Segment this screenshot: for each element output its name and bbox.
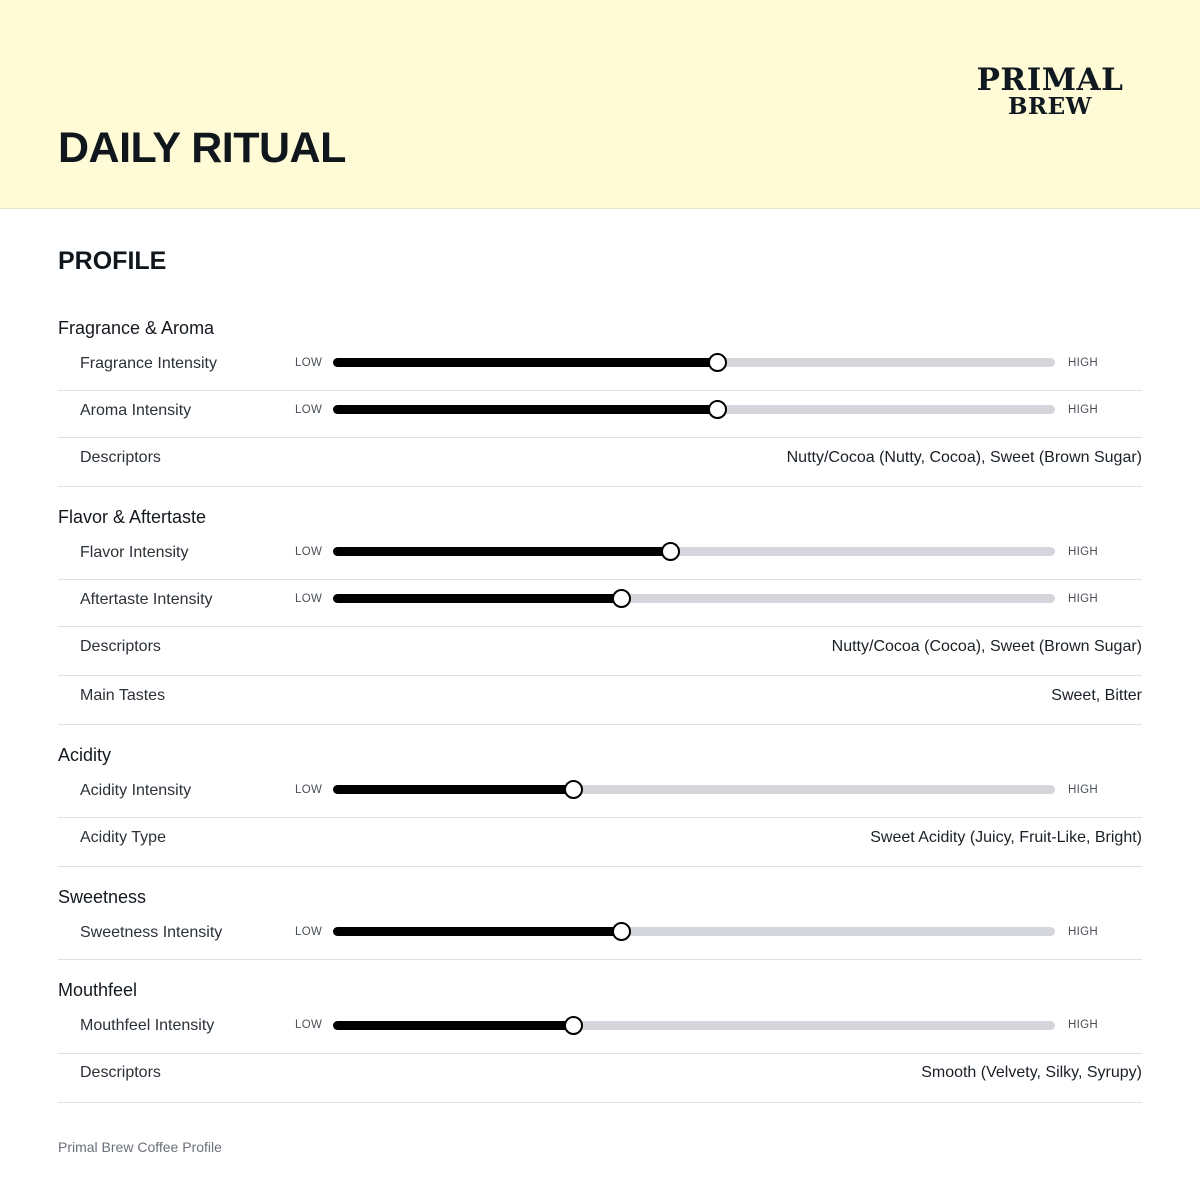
brand-logo: [970, 64, 1130, 118]
row-label: Mouthfeel Intensity: [80, 1017, 215, 1034]
intensity-slider-handle[interactable]: [564, 780, 583, 799]
scale-low-label: LOW: [295, 1019, 323, 1031]
slider-row-fragrance-intensity: [58, 340, 1142, 391]
scale-low-label: LOW: [295, 593, 323, 605]
slider-row-sweetness-intensity: [58, 909, 1142, 960]
scale-low-label: LOW: [295, 546, 323, 558]
section-heading: PROFILE: [58, 247, 167, 275]
row-label: Sweetness Intensity: [80, 924, 223, 941]
intensity-slider-track[interactable]: [333, 405, 1055, 414]
scale-high-label: HIGH: [1068, 784, 1098, 796]
text-row-fragrance-descriptors: [58, 438, 1142, 487]
intensity-slider-handle[interactable]: [564, 1016, 583, 1035]
scale-high-label: HIGH: [1068, 593, 1098, 605]
slider-row-aroma-intensity: [58, 391, 1142, 438]
intensity-slider-track[interactable]: [333, 547, 1055, 556]
scale-low-label: LOW: [295, 784, 323, 796]
row-value: Nutty/Cocoa (Cocoa), Sweet (Brown Sugar): [831, 638, 1142, 655]
row-label: Main Tastes: [80, 687, 166, 704]
intensity-slider-fill: [333, 1021, 573, 1030]
intensity-slider-handle[interactable]: [612, 589, 631, 608]
header-banner: [0, 0, 1200, 209]
text-row-flavor-descriptors: [58, 627, 1142, 676]
intensity-slider-fill: [333, 785, 573, 794]
text-row-acidity-type: [58, 818, 1142, 867]
row-label: Aroma Intensity: [80, 402, 192, 419]
intensity-slider-track[interactable]: [333, 927, 1055, 936]
logo-line-1: PRIMAL: [976, 62, 1124, 98]
row-value: Smooth (Velvety, Silky, Syrupy): [921, 1064, 1142, 1081]
group-heading-flavor-aftertaste: Flavor & Aftertaste: [58, 507, 207, 527]
group-heading-sweetness: Sweetness: [58, 887, 147, 907]
row-label: Fragrance Intensity: [80, 355, 217, 372]
row-label: Acidity Intensity: [80, 782, 192, 799]
intensity-slider-track[interactable]: [333, 358, 1055, 367]
intensity-slider-handle[interactable]: [708, 353, 727, 372]
intensity-slider-handle[interactable]: [612, 922, 631, 941]
row-label: Acidity Type: [80, 829, 166, 846]
intensity-slider-fill: [333, 405, 718, 414]
slider-row-mouthfeel-intensity: [58, 1002, 1142, 1054]
row-label: Descriptors: [80, 1064, 161, 1081]
intensity-slider-handle[interactable]: [708, 400, 727, 419]
logo-line-2: BREW: [1008, 93, 1092, 120]
footer-caption: Primal Brew Coffee Profile: [58, 1139, 222, 1155]
intensity-slider-handle[interactable]: [661, 542, 680, 561]
scale-high-label: HIGH: [1068, 926, 1098, 938]
group-heading-fragrance-aroma: Fragrance & Aroma: [58, 318, 215, 338]
intensity-slider-fill: [333, 547, 670, 556]
group-heading-acidity: Acidity: [58, 745, 112, 765]
intensity-slider-fill: [333, 358, 718, 367]
scale-low-label: LOW: [295, 404, 323, 416]
scale-high-label: HIGH: [1068, 404, 1098, 416]
row-label: Flavor Intensity: [80, 544, 189, 561]
row-value: Sweet, Bitter: [1051, 687, 1142, 704]
row-label: Aftertaste Intensity: [80, 591, 213, 608]
intensity-slider-fill: [333, 594, 622, 603]
row-value: Sweet Acidity (Juicy, Fruit-Like, Bright): [870, 829, 1142, 846]
slider-row-acidity-intensity: [58, 767, 1142, 818]
scale-high-label: HIGH: [1068, 546, 1098, 558]
page-title: DAILY RITUAL: [58, 124, 346, 172]
scale-high-label: HIGH: [1068, 357, 1098, 369]
intensity-slider-track[interactable]: [333, 785, 1055, 794]
intensity-slider-track[interactable]: [333, 594, 1055, 603]
row-value: Nutty/Cocoa (Nutty, Cocoa), Sweet (Brown Sugar): [786, 449, 1142, 466]
slider-row-flavor-intensity: [58, 529, 1142, 580]
scale-low-label: LOW: [295, 357, 323, 369]
slider-row-aftertaste-intensity: [58, 580, 1142, 627]
row-label: Descriptors: [80, 638, 161, 655]
row-label: Descriptors: [80, 449, 161, 466]
intensity-slider-fill: [333, 927, 622, 936]
intensity-slider-track[interactable]: [333, 1021, 1055, 1030]
scale-low-label: LOW: [295, 926, 323, 938]
text-row-main-tastes: [58, 676, 1142, 725]
group-heading-mouthfeel: Mouthfeel: [58, 980, 138, 1000]
text-row-mouthfeel-descriptors: [58, 1054, 1142, 1103]
scale-high-label: HIGH: [1068, 1019, 1098, 1031]
